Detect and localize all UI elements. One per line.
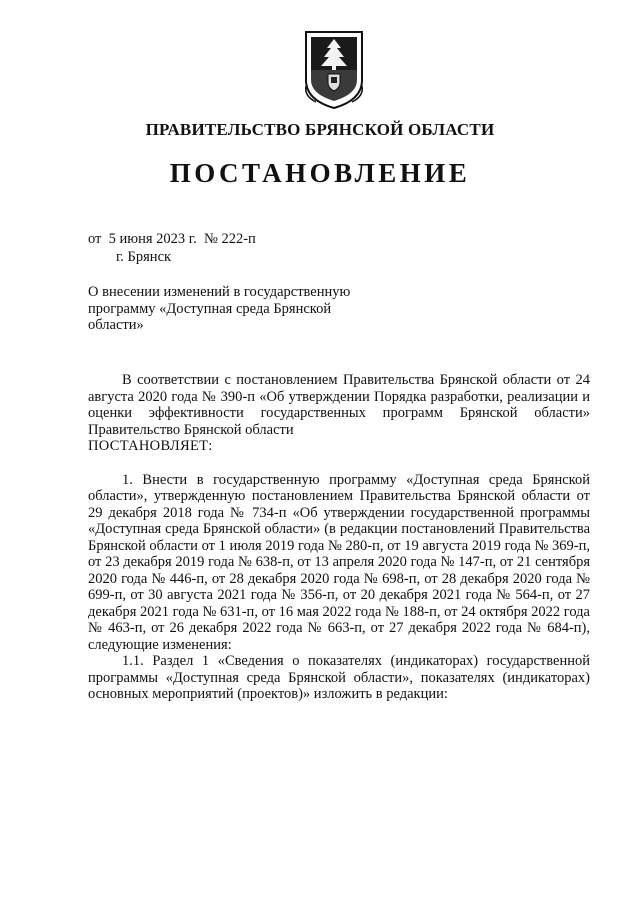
government-name: ПРАВИТЕЛЬСТВО БРЯНСКОЙ ОБЛАСТИ xyxy=(145,120,495,139)
coat-of-arms-icon xyxy=(302,30,366,110)
preamble-paragraph: В соответствии с постановлением Правительства Брянской области от 24 августа 2020 года № 390-п «Об утверждении Порядка разработки, реализации и оценки эффективности государственных программ Брянской области» Правительство Брянской области xyxy=(88,372,590,438)
item-1-paragraph: 1. Внести в государственную программу «Доступная среда Брянской области», утвержденную постановлением Правительства Брянской области от 29 декабря 2018 года № 734-п «Об утверждении государственной программы «Доступная среда Брянской области» (в редакции постановлений Правительства Брянской области от 1 июля 2019 года № 280-п, от 19 августа 2019 года № 369-п, от 23 декабря 2019 года № 638-п, от 13 апреля 2020 года № 147-п, от 21 сентября 2020 года № 446-п, от 28 декабря 2020 года № 698-п, от 28 декабря 2020 года № 699-п, от 30 августа 2021 года № 356-п, от 20 декабря 2021 года № 564-п, от 27 декабря 2021 года № 631-п, от 16 мая 2022 года № 188-п, от 24 октября 2022 года № 463-п, от 26 декабря 2022 года № 663-п, от 27 декабря 2022 года № 684-п), следующие изменения: xyxy=(88,471,590,653)
document-type-title: ПОСТАНОВЛЕНИЕ xyxy=(169,158,471,188)
decree-word: ПОСТАНОВЛЯЕТ: xyxy=(88,438,213,454)
document-body xyxy=(88,372,590,703)
document-city: г. Брянск xyxy=(116,249,172,265)
item-1-1-paragraph: 1.1. Раздел 1 «Сведения о показателях (индикаторах) государственной программы «Доступная среда Брянской области», показателях (индикаторах) основных мероприятий (проектов)» изложить в редакции: xyxy=(88,653,590,702)
document-subject: О внесении изменений в государственную программу «Доступная среда Брянской области» xyxy=(88,284,351,333)
document-date-number: от 5 июня 2023 г. № 222-п xyxy=(88,231,256,247)
